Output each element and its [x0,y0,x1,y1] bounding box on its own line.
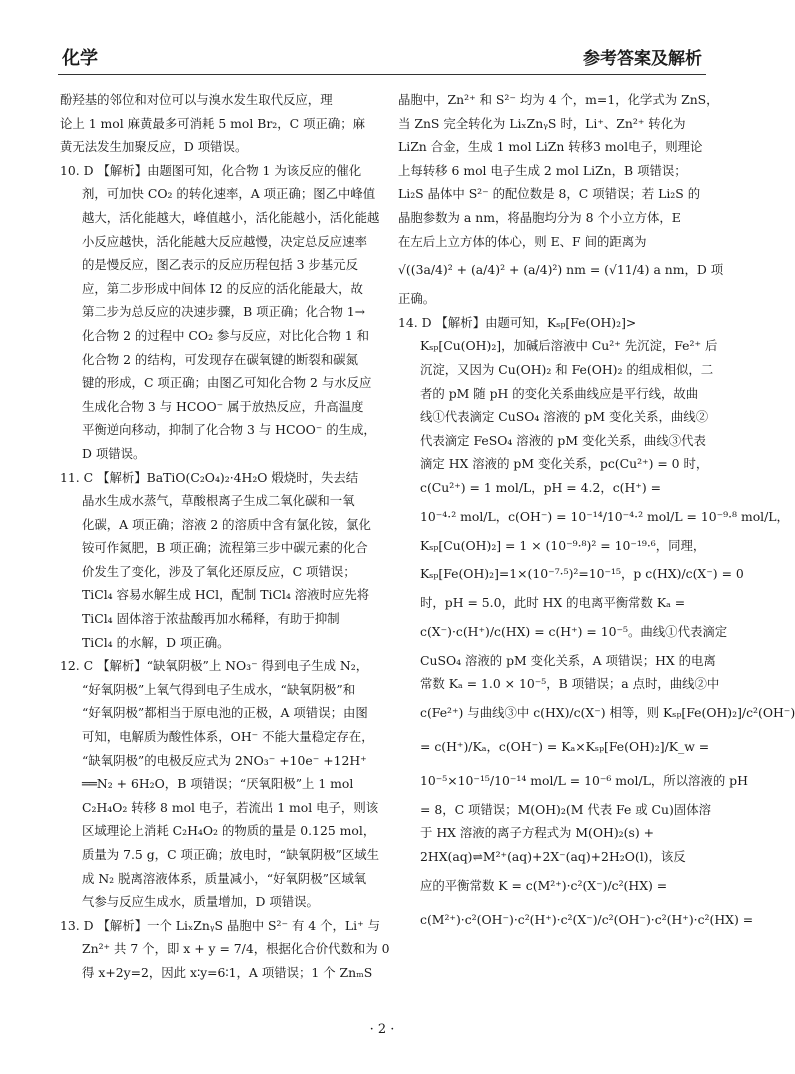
text-line: √((3a/4)² + (a/4)² + (a/4)²) nm = (√11/4) a nm，D 项 [398,262,724,278]
text-line: 价发生了变化，涉及了氧化还原反应，C 项错误； [82,563,356,579]
text-line: = 8，C 项错误；M(OH)₂(M 代表 Fe 或 Cu)固体溶 [420,801,712,817]
text-line: 的是慢反应，图乙表示的反应历程包括 3 步基元反 [82,257,358,273]
text-line: 越大，活化能越大，峰值越小，活化能越小，活化能越 [82,209,380,225]
text-line: 2HX(aq)⇌M²⁺(aq)+2X⁻(aq)+2H₂O(l)，该反 [420,849,686,865]
text-line: 线①代表滴定 CuSO₄ 溶液的 pM 变化关系，曲线② [420,409,709,425]
text-line: 黄无法发生加聚反应，D 项错误。 [60,139,248,155]
text-line: 铵可作氮肥，B 项正确；流程第三步中碳元素的化合 [82,540,368,556]
text-line: “缺氧阴极”的电极反应式为 2NO₃⁻ +10e⁻ +12H⁺ [82,752,367,768]
text-line: 14. D 【解析】由题可知，Kₛₚ[Fe(OH)₂]> [398,314,637,330]
text-line: 时，pH = 5.0，此时 HX 的电离平衡常数 Kₐ = [420,595,686,611]
text-line: 小反应越快，活化能越大反应越慢，决定总反应速率 [82,233,367,249]
text-line: 12. C 【解析】“缺氧阴极”上 NO₃⁻ 得到电子生成 N₂， [60,658,369,674]
text-line: 应，第二步形成中间体 I2 的反应的活化能最大，故 [82,280,363,296]
header-rule [58,74,706,75]
text-line: 可知，电解质为酸性体系，OH⁻ 不能大量稳定存在， [82,729,374,745]
page-number: · 2 · [369,1022,395,1037]
text-line: 10. D 【解析】由题图可知，化合物 1 为该反应的催化 [60,162,362,178]
text-line: Zn²⁺ 共 7 个，即 x + y = 7/4，根据化合价代数和为 0 [82,941,390,957]
text-line: LiZn 合金，生成 1 mol LiZn 转移3 mol电子，则理论 [398,139,703,155]
text-line: 11. C 【解析】BaTiO(C₂O₄)₂·4H₂O 煅烧时，失去结 [60,469,359,485]
text-line: 论上 1 mol 麻黄最多可消耗 5 mol Br₂，C 项正确；麻 [60,115,366,131]
text-line: 气参与反应生成水，质量增加，D 项错误。 [82,894,319,910]
text-line: Kₛₚ[Cu(OH)₂] = 1 × (10⁻⁹·⁸)² = 10⁻¹⁹·⁶，同理， [420,537,706,553]
text-line: 滴定 HX 溶液的 pM 变化关系，pc(Cu²⁺) = 0 时， [420,456,709,472]
text-line: 晶胞参数为 a nm，将晶胞均分为 8 个小立方体，E [398,209,681,225]
text-line: 质量为 7.5 g，C 项正确；放电时，“缺氧阴极”区域生 [82,847,380,862]
text-line: 常数 Kₐ = 1.0 × 10⁻⁵，B 项错误；a 点时，曲线②中 [420,676,720,692]
text-line: Li₂S 晶体中 S²⁻ 的配位数是 8，C 项错误；若 Li₂S 的 [398,186,701,202]
text-line: 晶胞中，Zn²⁺ 和 S²⁻ 均为 4 个，m=1，化学式为 ZnS， [398,92,719,107]
text-line: 酚羟基的邻位和对位可以与溴水发生取代反应，理 [60,92,333,107]
text-line: 代表滴定 FeSO₄ 溶液的 pM 变化关系，曲线③代表 [420,432,706,448]
text-line: Kₛₚ[Cu(OH)₂]，加碱后溶液中 Cu²⁺ 先沉淀，Fe²⁺ 后 [420,338,718,354]
text-line: c(Cu²⁺) = 1 mol/L，pH = 4.2，c(H⁺) = [420,479,661,495]
text-line: C₂H₄O₂ 转移 8 mol 电子，若流出 1 mol 电子，则该 [82,799,379,815]
text-line: 10⁻⁴·² mol/L，c(OH⁻) = 10⁻¹⁴/10⁻⁴·² mol/L = 10⁻⁹·⁸ mol/L， [420,508,789,524]
left-column [60,88,390,985]
text-line: Kₛₚ[Fe(OH)₂]=1×(10⁻⁷·⁵)²=10⁻¹⁵，p c(HX)/c(X⁻) = 0 [420,566,744,582]
text-line: = c(H⁺)/Kₐ，c(OH⁻) = Kₐ×Kₛₚ[Fe(OH)₂]/K_w = [420,738,710,754]
text-line: 第二步为总反应的决速步骤，B 项正确；化合物 1→ [82,304,366,320]
text-line: TiCl₄ 的水解，D 项正确。 [82,634,230,650]
text-line: “好氧阴极”上氧气得到电子生成水，“缺氧阴极”和 [82,681,356,697]
text-line: TiCl₄ 容易水解生成 HCl，配制 TiCl₄ 溶液时应先将 [82,587,370,603]
text-line: 正确。 [398,291,436,307]
text-line: c(X⁻)·c(H⁺)/c(HX) = c(H⁺) = 10⁻⁵。曲线①代表滴定 [420,623,728,639]
right-column [398,88,795,937]
text-line: 得 x+2y=2，因此 x∶y=6∶1，A 项错误；1 个 ZnₘS [82,964,373,980]
text-line: 10⁻⁵×10⁻¹⁵/10⁻¹⁴ mol/L = 10⁻⁶ mol/L，所以溶液的 pH [420,772,748,788]
text-line: 上每转移 6 mol 电子生成 2 mol LiZn，B 项错误； [398,162,687,178]
text-line: D 项错误。 [82,445,146,461]
text-line: 键的形成，C 项正确；由图乙可知化合物 2 与水反应 [82,375,372,391]
page-header-title: 参考答案及解析 [583,49,702,69]
text-line: TiCl₄ 固体溶于浓盐酸再加水稀释，有助于抑制 [82,611,340,627]
text-line: 沉淀，又因为 Cu(OH)₂ 和 Fe(OH)₂ 的组成相似，二 [420,361,714,377]
text-line: c(M²⁺)·c²(OH⁻)·c²(H⁺)·c²(X⁻)/c²(OH⁻)·c²(H⁺)·c²(HX) = [420,911,754,927]
text-line: 化合物 2 的结构，可发现存在碳氧键的断裂和碳氮 [82,351,358,367]
subject-label: 化学 [62,48,98,69]
text-line: 剂，可加快 CO₂ 的转化速率，A 项正确；图乙中峰值 [82,186,376,202]
text-line: 应的平衡常数 K = c(M²⁺)·c²(X⁻)/c²(HX) = [420,877,668,893]
text-line: 在左后上立方体的体心，则 E、F 间的距离为 [398,233,647,249]
text-line: 者的 pM 随 pH 的变化关系曲线应是平行线，故曲 [420,385,699,401]
text-line: 生成化合物 3 与 HCOO⁻ 属于放热反应，升高温度 [82,398,364,414]
text-line: 成 N₂ 脱离溶液体系，质量减小，“好氧阴极”区域氧 [82,870,367,886]
text-line: ══N₂ + 6H₂O，B 项错误；“厌氧阳极”上 1 mol [82,776,354,792]
text-line: 晶水生成水蒸气，草酸根离子生成二氧化碳和一氧 [82,493,355,509]
text-line: 化碳，A 项正确；溶液 2 的溶质中含有氯化铵，氯化 [82,516,371,532]
text-line: 于 HX 溶液的离子方程式为 M(OH)₂(s) + [420,825,654,841]
text-line: 平衡逆向移动，抑制了化合物 3 与 HCOO⁻ 的生成， [82,422,376,438]
text-line: 区域理论上消耗 C₂H₄O₂ 的物质的量是 0.125 mol， [82,823,376,839]
text-line: 13. D 【解析】一个 LiₓZnᵧS 晶胞中 S²⁻ 有 4 个，Li⁺ 与 [60,917,380,933]
text-line: CuSO₄ 溶液的 pM 变化关系，A 项错误；HX 的电离 [420,652,716,668]
text-line: 化合物 2 的过程中 CO₂ 参与反应，对比化合物 1 和 [82,327,370,343]
text-line: “好氧阴极”都相当于原电池的正极，A 项错误；由图 [82,705,368,721]
text-line: c(Fe²⁺) 与曲线③中 c(HX)/c(X⁻) 相等，则 Kₛₚ[Fe(OH)₂]/c²(OH⁻) [420,704,795,720]
text-line: 当 ZnS 完全转化为 LiₓZnᵧS 时，Li⁺、Zn²⁺ 转化为 [398,115,686,131]
